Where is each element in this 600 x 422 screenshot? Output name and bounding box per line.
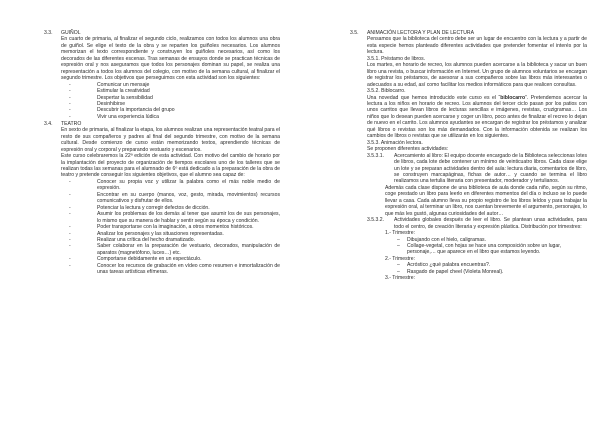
animacion-lectora-intro: Se proponen diferentes actividades: bbox=[367, 146, 449, 153]
list-item: - Potenciar la lectura y corregir defectos de dicción. bbox=[69, 205, 280, 211]
list-item: - Desinhibirse bbox=[69, 101, 280, 107]
list-item: - Comportarse debidamente en un espectáculo. bbox=[69, 256, 280, 262]
prestamo-paragraph: Los martes, en horario de recreo, los alumnos pueden acercarse a la biblioteca y sacar un buen libro una revista, o buscar información en Internet. Un grupo de alumnos voluntarios se encargan de registrar los préstamos, de asesorar a sus compañeros sobre las libros más interesantes o adecuados a su edad, así como facilitar los medios informáticos para que realicen consultas. bbox=[367, 62, 587, 88]
list-item: - Analizar los personajes y las situaciones representadas. bbox=[69, 231, 280, 237]
activity-globales bbox=[350, 217, 587, 230]
activity-acercamiento bbox=[350, 153, 587, 185]
list-item: - Asumir los problemas de los demás al tener que asumir los de sus personajes, lo mismo que su manera de hablar y sentir según su época y condición. bbox=[69, 211, 280, 224]
trimester-label-3: 3.- Trimestre: bbox=[385, 275, 416, 282]
list-item: – Acróstico ¿qué palabra encuentras?. bbox=[397, 262, 587, 268]
teatro-paragraph-2: Este curso celebraremos la 22ª edición de esta actividad. Con motivo del cambio de horario por la implantación del proyecto de organización de tiempos escolares uno de los talleres que se realizan todas las semanas para el alumnado de 6º está dedicado a la preparación de la obra de teatro y pretende conseguir los siguientes objetivos, que el alumno sea capaz de: bbox=[61, 153, 280, 179]
list-item: – Collage-vegetal, con hojas se hace una composición sobre un lugar, personaje,… que aparece en el libro que estamos leyendo. bbox=[397, 243, 587, 256]
teatro-objectives-list bbox=[44, 179, 280, 276]
section-title: ANIMACIÓN LECTORA Y PLAN DE LECTURA bbox=[367, 30, 474, 36]
activity-text: Actividades globales después de leer el libro. Se plantean unas actividades, para todo el centro, de creación literaria y expresión plástica. Distribución por trimestres: bbox=[394, 217, 587, 230]
text-span: ”. Pretendemos acercar la lectura a los niños en horario de recreo. Los alumnos del tercer ciclo pasan por los patios con unos carritos que llevan libros de lecturas sencillas e imágenes, revistas, cruzigramas… Los niños que lo desean pueden acercarse y coger un libro, poco antes de finalizar el recreo lo dejan de nuevo en el carrito. Los alumnos ayudantes se encargan de registrar los préstamos y analizar qué libros o revistas son los más demandados. Con la información obtenida se realizan los cambios de libros o revistas que se utilizarán en los siguientes. bbox=[367, 94, 587, 140]
guinol-paragraph: En cuarto de primaria, al finalizar el segundo ciclo, realizamos con todos los alumnos una obra de guiñol. Se elige el texto de la obra y se reparten los guiñoles necesarios. Los alumnos memorizan el texto correspondiente y construyen los guiñoles necesarios, así como los decorados de las diferentes escenas. Tras semanas de ensayos donde se practican técnicas de expresión oral y nos aseguramos que todos los personajes dominan su papel, se realiza una representación a todos los alumnos del colegio, con motivo de la semana cultural, al finalizar el segundo trimestre. Los objetivos que perseguimos con esta actividad son los siguientes: bbox=[61, 36, 280, 82]
list-item: - Descubrir la importancia del grupo bbox=[69, 107, 280, 113]
subsection-title-prestamo: 3.5.1. Préstamo de libros. bbox=[367, 55, 426, 62]
left-column bbox=[44, 30, 280, 276]
trimester-2-list bbox=[350, 262, 587, 275]
right-column bbox=[350, 30, 587, 282]
trimester-1-list bbox=[350, 237, 587, 256]
section-number: 3.3. bbox=[44, 30, 53, 36]
text-span: Una novedad que hemos introducido este curso es el “ bbox=[367, 94, 501, 101]
list-item: - Despertar la sensibilidad bbox=[69, 95, 280, 101]
section-number: 3.4. bbox=[44, 120, 53, 127]
section-title: GUIÑOL bbox=[61, 30, 81, 36]
list-item: - Poder transportarse con la imaginación, a otros momentos históricos. bbox=[69, 224, 280, 230]
list-item: - Conocer los recursos de grabación en vídeo como resumen e inmortalización de unas tareas artísticas efímeras. bbox=[69, 263, 280, 276]
activity-text: Acercamiento al libro: El equipo docente encargado de la Biblioteca seleccionas lotes de libros, cada lote debe contener un mínimo de veinticuatro libros. Cada clase elige un lote y se preparan actividades dentro del aula: lectura diaria, comentarios de libro, se construyen marcapáginas, fichas de autor… y cuando se termina el libro realizamos una tertulia literaria con presentador, moderador y tertulianos. bbox=[394, 152, 587, 185]
list-item: - Conocer su propia voz y utilizar la palabra como el más noble medio de expresión. bbox=[69, 179, 280, 192]
list-item: – Rasgado de papel cheel (Violeta Monreal). bbox=[397, 269, 587, 275]
list-item: - Vivir una experiencia lúdica bbox=[69, 114, 280, 120]
list-item: – Dibujando con el hielo, caligramas. bbox=[397, 237, 587, 243]
activity-number: 3.5.3.1. bbox=[367, 152, 384, 159]
biblocarro-paragraph bbox=[350, 95, 587, 140]
trimester-label-2: 2.- Trimestre: bbox=[385, 255, 416, 262]
list-item: - Saber colaborar en la preparación de vestuario, decorados, manipulación de aparatos (magnetófono, luces…) etc. bbox=[69, 243, 280, 256]
trimester-label-1: 1.- Trimestre: bbox=[385, 230, 416, 237]
list-item: - Comunicar un mensaje bbox=[69, 82, 280, 88]
section-title: TEATRO bbox=[61, 120, 82, 127]
activity-text-continued: Además cada clase dispone de una biblioteca de aula donde cada niño, según su ritmo, coge prestado un libro para leerlo en diferentes momentos del día o incluso se lo puede llevar a casa. Cada alumno lleva su propio registro de los libros leídos y para trabajar la expresión oral, al terminar un libro, nos cuentan brevemente el argumento, personajes, lo que más les gustó, algunas curiosidades del autor… bbox=[385, 184, 587, 217]
list-item: - Realizar una crítica del hecho dramatizado. bbox=[69, 237, 280, 243]
list-item: - Encontrar en su cuerpo (manos, voz, gesto, mirada, movimientos) recursos comunicativos y disfrutar de ellos. bbox=[69, 192, 280, 205]
activity-number: 3.5.3.2. bbox=[367, 217, 384, 224]
subsection-title-biblocarro: 3.5.2. Biblocarro. bbox=[367, 88, 406, 95]
subsection-title-animacion-lectora: 3.5.3. Animación lectora. bbox=[367, 139, 423, 146]
list-item: - Estimular la creatividad bbox=[69, 88, 280, 94]
section-number: 3.5. bbox=[350, 30, 359, 36]
bold-term: biblocarro bbox=[500, 94, 526, 101]
teatro-paragraph-1: En sexto de primaria, al finalizar la etapa, los alumnos realizan una representación teatral para el resto de sus compañeros y padres al final del segundo trimestre, con motivo de la semana cultural. Desde comienzo de curso están memorizando textos, aprendiendo técnicas de expresión oral y corporal y preparando vestuario y escenarios. bbox=[61, 127, 280, 153]
animacion-intro: Pensamos que la biblioteca del centro debe ser un lugar de encuentro con la lectura y a partir de esta especie hemos planteado diferentes actividades que pretender fomentar el interés por la lectura. bbox=[367, 36, 587, 56]
guinol-objectives-list bbox=[44, 82, 280, 121]
